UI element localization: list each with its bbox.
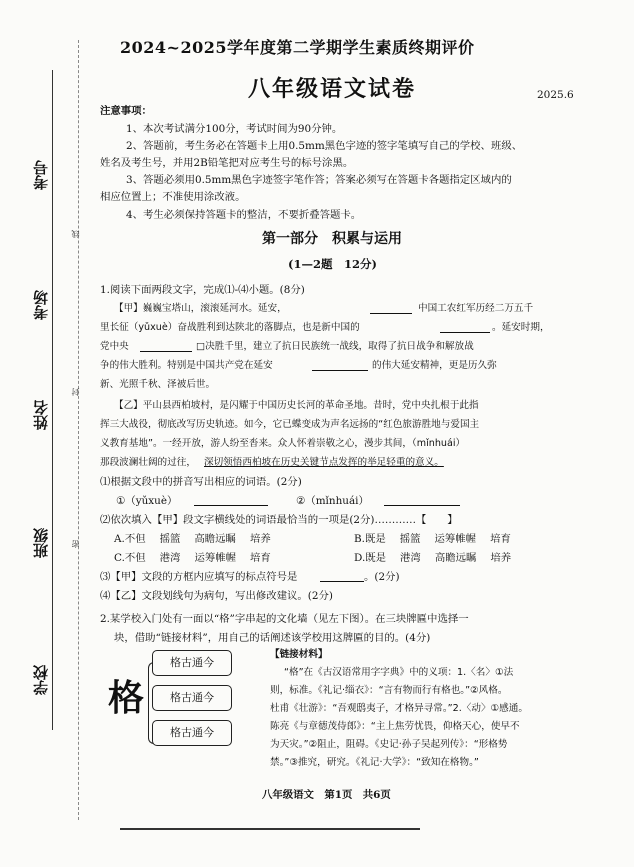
yi-underlined-sentence: 深切领悟西柏坡在历史关键节点发挥的举足轻重的意义。: [204, 457, 444, 468]
jia-text: 里长征（yǔxuè）奋战胜利到达陕北的落脚点，也是新中国的: [100, 322, 360, 333]
q1-stem: 1.阅读下面两段文字，完成⑴-⑷小题。(8分): [100, 284, 305, 296]
link-line: 为天灾。”②阻止，阻碍。《史记·孙子吴起列传》：“形格势: [270, 739, 508, 750]
option-c: C.不但 港湾 运筹帷幄 培育: [114, 552, 271, 564]
exam-paper-title: 八年级语文试卷: [248, 76, 417, 102]
q1-sub3: ⑶【甲】文段的方框内应填写的标点符号是: [100, 571, 298, 583]
notice-line: 4、考生必须保持答题卡的整洁，不要折叠答题卡。: [126, 209, 362, 221]
big-ge-char: 格: [108, 677, 145, 719]
seal-line: [78, 40, 79, 820]
option-d: D.既是 港湾 高瞻远瞩 培养: [354, 552, 512, 564]
option-a: A.不但 摇篮 高瞻远瞩 培养: [114, 533, 271, 545]
bottom-rule: [120, 828, 420, 830]
exam-no-label: 考号: [32, 160, 50, 190]
q2-line: 块，借助“链接材料”，用自己的话阐述该学校用这牌匾的目的。(4分): [114, 632, 431, 644]
blank-2: [440, 323, 490, 333]
part1-subtitle: (1—2题 12分): [288, 257, 377, 271]
exam-date: 2025.6: [537, 89, 574, 101]
jia-text: 的伟大延安精神，更是历久弥: [372, 360, 497, 371]
link-line: “格”在《古汉语常用字字典》中的义项：1.〈名〉①法: [284, 667, 514, 678]
notice-line: 相应位置上；不准使用涂改液。: [100, 191, 246, 203]
pinyin-1: ①（yǔxuè）: [116, 495, 178, 507]
notice-line: 2、答题前，考生务必在答题卡上用0.5mm黑色字迹的签字笔填写自己的学校、班级、: [126, 140, 523, 152]
name-label: 姓名: [32, 400, 50, 430]
link-line: 杜甫《壮游》：“吾观鸱夷子，才格异寻常。”2.〈动〉①感通。: [270, 703, 528, 714]
jia-text: 【甲】巍巍宝塔山，滚滚延河水。延安，: [114, 303, 287, 314]
notice-line: 姓名及考生号，并用2B铅笔把对应考生号的标号涂黑。: [100, 157, 354, 169]
link-line: 禁。”③推究，研究。《礼记·大学》：“致知在格物。”: [270, 757, 479, 768]
pinyin-1-answer[interactable]: [194, 496, 268, 506]
q1-sub3-score: 。(2分): [364, 571, 400, 583]
plaque-3[interactable]: 格古通今: [152, 720, 232, 746]
blank-1: [370, 304, 412, 314]
jia-text: □决胜千里，建立了抗日民族统一战线，取得了抗日战争和解放战: [196, 341, 474, 352]
plaque-2[interactable]: 格古通今: [152, 685, 232, 711]
blank-3: [140, 342, 192, 352]
link-title: 【链接材料】: [270, 649, 328, 660]
school-label: 学校: [32, 665, 50, 695]
blank-4: [312, 361, 368, 371]
jia-text: 争的伟大胜利。特别是中国共产党在延安: [100, 360, 273, 371]
option-b: B.既是 摇篮 运筹帷幄 培育: [354, 533, 511, 545]
page-footer: 八年级语文 第1页 共6页: [262, 789, 391, 801]
exam-term-title: 2024~2025学年度第二学期学生素质终期评价: [120, 38, 475, 57]
yi-text: 那段波澜壮阔的过往，: [100, 457, 196, 468]
jia-text: 。延安时期，: [492, 322, 550, 333]
exam-room-label: 考场: [32, 290, 50, 320]
pinyin-2-answer[interactable]: [384, 496, 460, 506]
yi-text: 义教育基地”。一经开放，游人纷至沓来。众人怀着崇敬之心，漫步其间，（mǐnhuái）: [100, 438, 466, 449]
seal-char-mi: 密: [71, 540, 80, 548]
margin-rule: [52, 70, 53, 730]
punctuation-answer[interactable]: [320, 572, 364, 582]
link-line: 陈亮《与章德茂侍郎》：“主上焦劳忧畏，仰格天心，使早不: [270, 721, 520, 732]
binding-margin: [0, 0, 86, 867]
jia-text: 中国工农红军历经二万五千: [418, 303, 534, 314]
yi-text: 【乙】平山县西柏坡村，是闪耀于中国历史长河的革命圣地。昔时，党中央扎根于此指: [114, 400, 479, 411]
q1-sub4: ⑷【乙】文段划线句为病句，写出修改建议。(2分): [100, 590, 333, 602]
notice-heading: 注意事项：: [100, 105, 152, 117]
class-label: 班级: [32, 528, 50, 558]
q1-sub2: ⑵依次填入【甲】段文字横线处的词语最恰当的一项是(2分)…………【 】: [100, 514, 458, 526]
seal-char-line: 线: [71, 230, 80, 238]
notice-line: 3、答题必须用0.5mm黑色字迹签字笔作答；答案必须写在答题卡各题指定区域内的: [126, 174, 512, 186]
seal-char-feng: 封: [71, 388, 80, 396]
part1-title: 第一部分 积累与运用: [262, 231, 402, 247]
jia-text: 党中央: [100, 341, 129, 352]
yi-text: 挥三大战役，彻底改写历史轨迹。如今，它已蝶变成为声名远扬的“红色旅游胜地与爱国主: [100, 419, 480, 430]
q1-sub1: ⑴根据文段中的拼音写出相应的词语。(2分): [100, 476, 302, 488]
notice-line: 1、本次考试满分100分，考试时间为90分钟。: [126, 123, 343, 135]
jia-text: 新、光照千秋、泽被后世。: [100, 379, 216, 390]
link-line: 则，标准。《礼记·缁衣》：“言有物而行有格也。”②风格。: [270, 685, 508, 696]
pinyin-2: ②（mǐnhuái）: [296, 495, 369, 507]
plaque-1[interactable]: 格古通今: [152, 650, 232, 676]
q2-line: 2.某学校入门处有一面以“格”字串起的文化墙（见左下图）。在三块牌匾中选择一: [100, 613, 469, 625]
